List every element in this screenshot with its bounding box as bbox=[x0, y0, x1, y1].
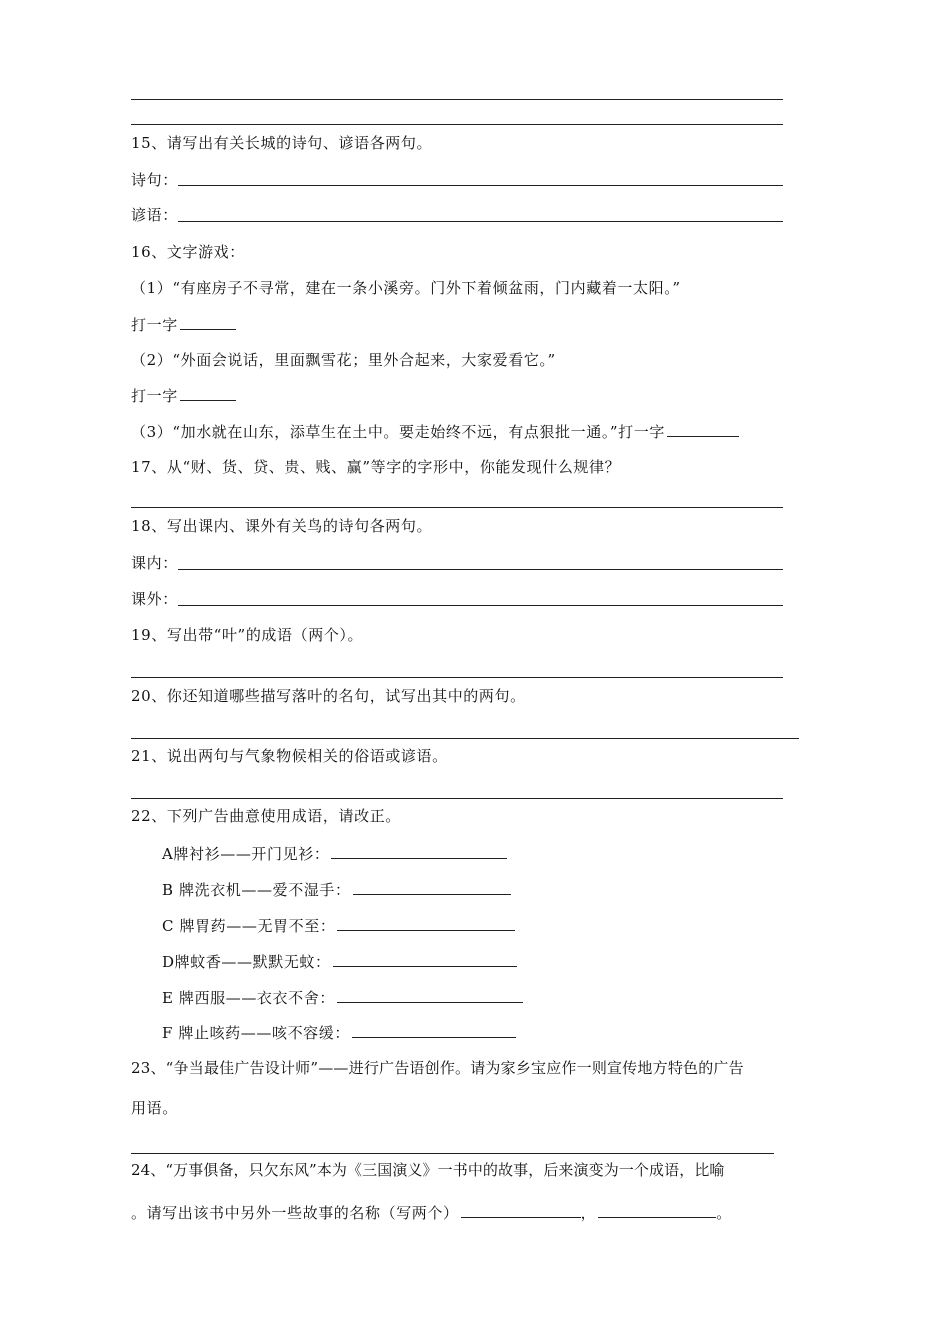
question-17: 17、从“财、货、贷、贵、贱、赢”等字的字形中，你能发现什么规律？ bbox=[131, 458, 621, 476]
label-in-class: 课内： bbox=[131, 554, 178, 572]
answer-line-17[interactable] bbox=[131, 507, 783, 508]
ad-item-c: C 牌胃药——无胃不至： bbox=[162, 915, 515, 936]
story-name-2-blank[interactable] bbox=[598, 1202, 716, 1218]
ad-item-d: D牌蚊香——默默无蚊： bbox=[162, 951, 517, 972]
ad-item-b-blank[interactable] bbox=[353, 879, 511, 895]
question-16: 16、文字游戏： bbox=[131, 243, 245, 261]
question-15: 15、请写出有关长城的诗句、谚语各两句。 bbox=[131, 134, 433, 152]
answer-line-21[interactable] bbox=[131, 798, 783, 799]
question-22: 22、下列广告曲意使用成语，请改正。 bbox=[131, 807, 401, 825]
riddle-2-blank[interactable] bbox=[180, 385, 236, 401]
ad-item-e-blank[interactable] bbox=[337, 987, 523, 1003]
question-18: 18、写出课内、课外有关鸟的诗句各两句。 bbox=[131, 517, 433, 535]
story-name-1-blank[interactable] bbox=[461, 1202, 581, 1218]
riddle-1-answer-label: 打一字 bbox=[131, 314, 236, 335]
riddle-2: （2）“外面会说话，里面飘雪花；里外合起来，大家爱看它。” bbox=[131, 351, 556, 369]
answer-line-poem[interactable] bbox=[178, 185, 783, 186]
answer-line-out-class[interactable] bbox=[178, 605, 783, 606]
question-19: 19、写出带“叶”的成语（两个）。 bbox=[131, 626, 364, 644]
question-23-line1: 23、“争当最佳广告设计师”——进行广告语创作。请为家乡宝应作一则宣传地方特色的广告 bbox=[131, 1059, 744, 1077]
riddle-2-answer-label: 打一字 bbox=[131, 385, 236, 406]
ad-item-f-blank[interactable] bbox=[352, 1022, 516, 1038]
riddle-1: （1）“有座房子不寻常，建在一条小溪旁。门外下着倾盆雨，门内藏着一太阳。” bbox=[131, 279, 681, 297]
answer-line-20[interactable] bbox=[131, 738, 799, 739]
ad-item-e: E 牌西服——衣衣不舍： bbox=[162, 987, 523, 1008]
ad-item-c-blank[interactable] bbox=[337, 915, 515, 931]
answer-line[interactable] bbox=[131, 124, 783, 125]
label-poem: 诗句： bbox=[131, 171, 178, 189]
label-out-class: 课外： bbox=[131, 590, 178, 608]
answer-line-proverb[interactable] bbox=[178, 221, 783, 222]
riddle-3-blank[interactable] bbox=[667, 421, 739, 437]
question-23-line2: 用语。 bbox=[131, 1099, 178, 1117]
answer-line-in-class[interactable] bbox=[178, 569, 783, 570]
question-24-line1: 24、“万事俱备，只欠东风”本为《三国演义》一书中的故事，后来演变为一个成语，比喻 bbox=[131, 1161, 725, 1179]
question-20: 20、你还知道哪些描写落叶的名句，试写出其中的两句。 bbox=[131, 687, 526, 705]
answer-line-19[interactable] bbox=[131, 677, 783, 678]
answer-line-23[interactable] bbox=[131, 1153, 774, 1154]
ad-item-d-blank[interactable] bbox=[333, 951, 517, 967]
ad-item-a-blank[interactable] bbox=[331, 843, 507, 859]
riddle-1-blank[interactable] bbox=[180, 314, 236, 330]
label-proverb: 谚语： bbox=[131, 206, 178, 224]
ad-item-f: F 牌止咳药——咳不容缓： bbox=[162, 1022, 516, 1043]
ad-item-b: B 牌洗衣机——爱不湿手： bbox=[162, 879, 511, 900]
riddle-3: （3）“加水就在山东，添草生在土中。要走始终不远，有点狠批一通。”打一字 bbox=[131, 421, 739, 442]
question-24-line2: 。请写出该书中另外一些故事的名称（写两个） ， 。 bbox=[131, 1204, 732, 1222]
ad-item-a: A牌衬衫——开门见衫： bbox=[162, 843, 507, 864]
answer-line[interactable] bbox=[131, 99, 783, 100]
question-21: 21、说出两句与气象物候相关的俗语或谚语。 bbox=[131, 747, 448, 765]
